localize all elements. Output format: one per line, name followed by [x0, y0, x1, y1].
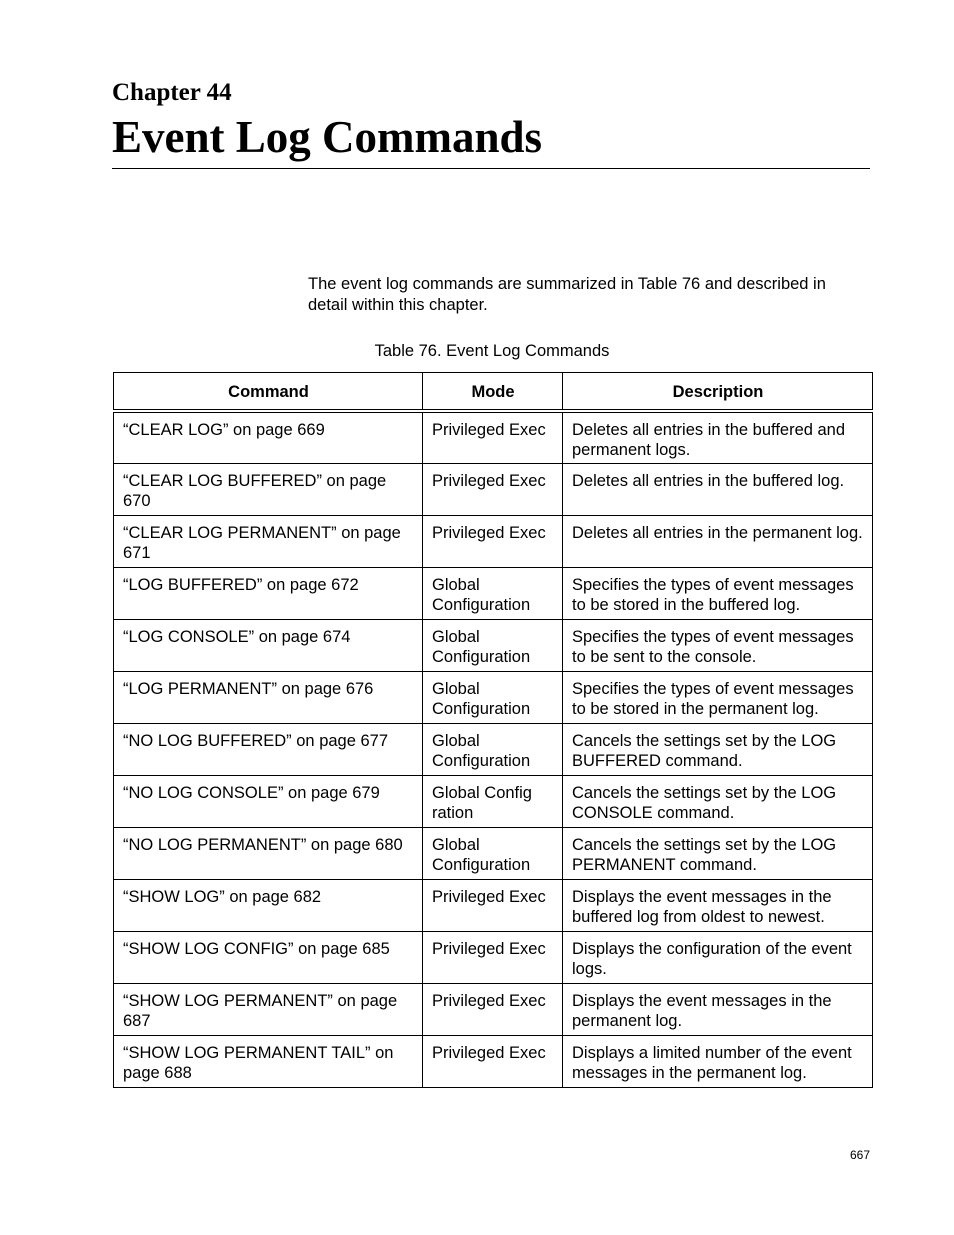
command-link[interactable]: “NO LOG PERMANENT” on page 680 — [114, 827, 423, 879]
column-header-command: Command — [114, 373, 423, 412]
description-cell: Displays a limited number of the event messages in the permanent log. — [563, 1035, 873, 1087]
mode-cell: Global Configuration — [423, 567, 563, 619]
command-link[interactable]: “LOG PERMANENT” on page 676 — [114, 671, 423, 723]
mode-cell: Privileged Exec — [423, 931, 563, 983]
table-row — [114, 827, 873, 879]
table-row — [114, 1035, 873, 1087]
command-link[interactable]: “CLEAR LOG” on page 669 — [114, 411, 423, 463]
table-row — [114, 775, 873, 827]
command-link[interactable]: “LOG CONSOLE” on page 674 — [114, 619, 423, 671]
description-cell: Specifies the types of event messages to be sent to the console. — [563, 619, 873, 671]
table-row — [114, 879, 873, 931]
mode-cell: Global Config ration — [423, 775, 563, 827]
intro-paragraph: The event log commands are summarized in Table 76 and described in detail within this chapter. — [308, 275, 826, 314]
mode-cell: Privileged Exec — [423, 983, 563, 1035]
commands-table — [113, 372, 873, 1088]
table-caption: Table 76. Event Log Commands — [374, 342, 610, 360]
command-link[interactable]: “CLEAR LOG BUFFERED” on page 670 — [114, 463, 423, 515]
table-row — [114, 515, 873, 567]
column-header-description: Description — [563, 373, 873, 412]
description-cell: Deletes all entries in the buffered and permanent logs. — [563, 411, 873, 463]
table-row — [114, 931, 873, 983]
description-cell: Cancels the settings set by the LOG BUFFERED command. — [563, 723, 873, 775]
table-row — [114, 723, 873, 775]
mode-cell: Global Configuration — [423, 723, 563, 775]
table-row — [114, 411, 873, 463]
title-divider — [112, 168, 870, 169]
description-cell: Specifies the types of event messages to be stored in the permanent log. — [563, 671, 873, 723]
table-row — [114, 567, 873, 619]
mode-cell: Privileged Exec — [423, 1035, 563, 1087]
description-cell: Displays the event messages in the permanent log. — [563, 983, 873, 1035]
table-row — [114, 983, 873, 1035]
mode-cell: Privileged Exec — [423, 515, 563, 567]
table-row — [114, 671, 873, 723]
command-link[interactable]: “LOG BUFFERED” on page 672 — [114, 567, 423, 619]
command-link[interactable]: “NO LOG BUFFERED” on page 677 — [114, 723, 423, 775]
command-link[interactable]: “SHOW LOG CONFIG” on page 685 — [114, 931, 423, 983]
mode-cell: Global Configuration — [423, 619, 563, 671]
command-link[interactable]: “NO LOG CONSOLE” on page 679 — [114, 775, 423, 827]
page-number: 667 — [849, 1148, 870, 1162]
chapter-title: Event Log Commands — [112, 112, 543, 162]
command-link[interactable]: “CLEAR LOG PERMANENT” on page 671 — [114, 515, 423, 567]
description-cell: Deletes all entries in the buffered log. — [563, 463, 873, 515]
column-header-mode: Mode — [423, 373, 563, 412]
command-link[interactable]: “SHOW LOG PERMANENT TAIL” on page 688 — [114, 1035, 423, 1087]
description-cell: Specifies the types of event messages to be stored in the buffered log. — [563, 567, 873, 619]
table-header-row — [114, 373, 873, 412]
mode-cell: Privileged Exec — [423, 411, 563, 463]
mode-cell: Global Configuration — [423, 671, 563, 723]
command-link[interactable]: “SHOW LOG PERMANENT” on page 687 — [114, 983, 423, 1035]
table-row — [114, 463, 873, 515]
description-cell: Displays the configuration of the event logs. — [563, 931, 873, 983]
mode-cell: Global Configuration — [423, 827, 563, 879]
mode-cell: Privileged Exec — [423, 879, 563, 931]
mode-cell: Privileged Exec — [423, 463, 563, 515]
table-row — [114, 619, 873, 671]
description-cell: Cancels the settings set by the LOG PERMANENT command. — [563, 827, 873, 879]
description-cell: Cancels the settings set by the LOG CONSOLE command. — [563, 775, 873, 827]
command-link[interactable]: “SHOW LOG” on page 682 — [114, 879, 423, 931]
description-cell: Deletes all entries in the permanent log. — [563, 515, 873, 567]
description-cell: Displays the event messages in the buffered log from oldest to newest. — [563, 879, 873, 931]
chapter-label: Chapter 44 — [112, 79, 232, 106]
